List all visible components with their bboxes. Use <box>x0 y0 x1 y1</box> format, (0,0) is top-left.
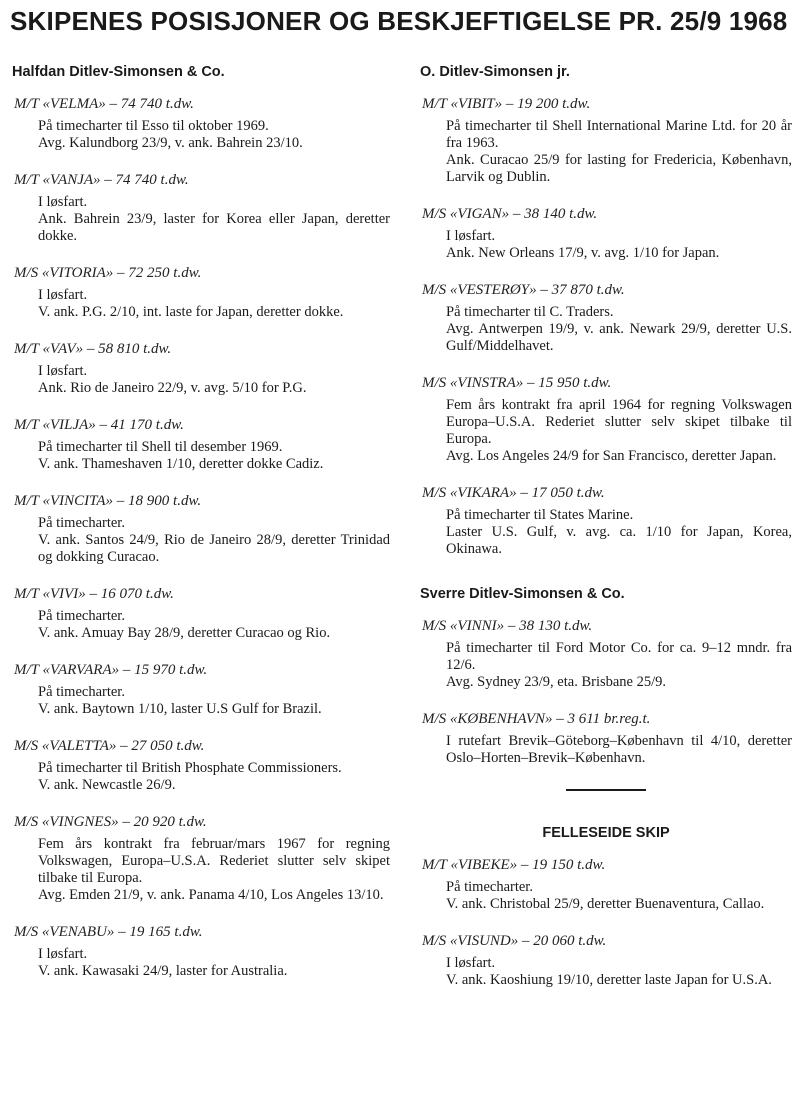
ship-entry <box>420 709 792 767</box>
ship-details <box>38 684 390 718</box>
ship-detail-line: Avg. Emden 21/9, v. ank. Panama 4/10, Los Angeles 13/10. <box>38 887 384 903</box>
ship-entry <box>420 855 792 913</box>
ship-details <box>446 733 792 767</box>
ship-entry <box>12 170 390 245</box>
ship-detail-line: I løsfart. <box>38 287 88 303</box>
ship-entry <box>12 922 390 980</box>
section-divider <box>566 789 646 791</box>
section-heading: FELLESEIDE SKIP <box>542 825 670 841</box>
ship-details <box>446 879 792 913</box>
ship-detail-line: Laster U.S. Gulf, v. avg. ca. 1/10 for Japan, Korea, Okinawa. <box>446 524 792 557</box>
ship-details <box>38 363 390 397</box>
ship-header: M/S «VISUND» – 20 060 t.dw. <box>422 933 607 949</box>
ship-detail-line: Avg. Los Angeles 24/9 for San Francisco, deretter Japan. <box>446 448 777 464</box>
ship-detail-line: Ank. Bahrein 23/9, laster for Korea eller Japan, deretter dokke. <box>38 211 390 244</box>
ship-details <box>446 955 792 989</box>
ship-detail-line: Fem års kontrakt fra februar/mars 1967 for regning Volkswagen, Europa–U.S.A. Rederiet slutter selv skipet tilbake til Europa. <box>38 836 390 886</box>
company-heading: O. Ditlev-Simonsen jr. <box>420 64 570 80</box>
ship-detail-line: I løsfart. <box>446 228 496 244</box>
ship-header: M/S «VENABU» – 19 165 t.dw. <box>14 924 203 940</box>
ship-entry <box>12 812 390 904</box>
left-column <box>12 62 390 998</box>
ship-detail-line: V. ank. Christobal 25/9, deretter Buenaventura, Callao. <box>446 896 765 912</box>
ship-header: M/S «VIGAN» – 38 140 t.dw. <box>422 206 598 222</box>
ship-list <box>420 616 792 767</box>
ship-detail-line: V. ank. Kaoshiung 19/10, deretter laste Japan for U.S.A. <box>446 972 772 988</box>
ship-detail-line: I løsfart. <box>446 955 496 971</box>
ship-details <box>38 118 390 152</box>
ship-entry <box>420 280 792 355</box>
ship-details <box>446 118 792 186</box>
ship-entry <box>420 94 792 186</box>
ship-detail-line: På timecharter til British Phosphate Commissioners. <box>38 760 342 776</box>
ship-details <box>446 304 792 355</box>
ship-detail-line: Avg. Antwerpen 19/9, v. ank. Newark 29/9, deretter U.S. Gulf/Middelhavet. <box>446 321 792 354</box>
ship-detail-line: På timecharter til Esso til oktober 1969. <box>38 118 269 134</box>
ship-entry <box>420 931 792 989</box>
ship-details <box>446 640 792 691</box>
ship-detail-line: Ank. Rio de Janeiro 22/9, v. avg. 5/10 for P.G. <box>38 380 307 396</box>
ship-header: M/S «VINGNES» – 20 920 t.dw. <box>14 814 207 830</box>
ship-detail-line: Avg. Kalundborg 23/9, v. ank. Bahrein 23/10. <box>38 135 303 151</box>
ship-header: M/T «VIBEKE» – 19 150 t.dw. <box>422 857 606 873</box>
ship-header: M/S «KØBENHAVN» – 3 611 br.reg.t. <box>422 711 651 727</box>
ship-detail-line: På timecharter til C. Traders. <box>446 304 614 320</box>
ship-detail-line: På timecharter. <box>38 515 125 531</box>
ship-entry <box>420 204 792 262</box>
ship-detail-line: I løsfart. <box>38 363 88 379</box>
company-heading: Sverre Ditlev-Simonsen & Co. <box>420 586 625 602</box>
ship-header: M/S «VINSTRA» – 15 950 t.dw. <box>422 375 612 391</box>
ship-detail-line: V. ank. Thameshaven 1/10, deretter dokke Cadiz. <box>38 456 324 472</box>
ship-detail-line: I løsfart. <box>38 946 88 962</box>
right-column <box>420 62 792 1007</box>
ship-detail-line: V. ank. Kawasaki 24/9, laster for Australia. <box>38 963 288 979</box>
ship-detail-line: På timecharter til Shell til desember 1969. <box>38 439 283 455</box>
ship-entry <box>420 483 792 558</box>
page-title: SKIPENES POSISJONER OG BESKJEFTIGELSE PR. 25/9 1968 <box>10 6 788 36</box>
ship-detail-line: Ank. Curacao 25/9 for lasting for Fredericia, København, Larvik og Dublin. <box>446 152 792 185</box>
ship-entry <box>12 339 390 397</box>
ship-detail-line: V. ank. Newcastle 26/9. <box>38 777 176 793</box>
ship-detail-line: På timecharter til Shell International Marine Ltd. for 20 år fra 1963. <box>446 118 792 151</box>
ship-header: M/T «VINCITA» – 18 900 t.dw. <box>14 493 202 509</box>
ship-detail-line: Ank. New Orleans 17/9, v. avg. 1/10 for Japan. <box>446 245 720 261</box>
ship-list <box>420 94 792 558</box>
ship-detail-line: På timecharter til States Marine. <box>446 507 634 523</box>
ship-header: M/T «VILJA» – 41 170 t.dw. <box>14 417 184 433</box>
ship-detail-line: Avg. Sydney 23/9, eta. Brisbane 25/9. <box>446 674 667 690</box>
ship-detail-line: V. ank. P.G. 2/10, int. laste for Japan, deretter dokke. <box>38 304 344 320</box>
ship-detail-line: På timecharter. <box>446 879 533 895</box>
ship-details <box>446 397 792 465</box>
ship-header: M/T «VIVI» – 16 070 t.dw. <box>14 586 174 602</box>
ship-entry <box>12 584 390 642</box>
ship-detail-line: V. ank. Amuay Bay 28/9, deretter Curacao og Rio. <box>38 625 331 641</box>
ship-details <box>38 836 390 904</box>
ship-header: M/S «VINNI» – 38 130 t.dw. <box>422 618 593 634</box>
ship-header: M/T «VAV» – 58 810 t.dw. <box>14 341 172 357</box>
ship-details <box>446 507 792 558</box>
ship-details <box>38 760 390 794</box>
ship-details <box>38 439 390 473</box>
ship-detail-line: Fem års kontrakt fra april 1964 for regning Volkswagen Europa–U.S.A. Rederiet slutter selv skipet tilbake til Europa. <box>446 397 792 447</box>
ship-detail-line: På timecharter. <box>38 684 125 700</box>
ship-details <box>38 608 390 642</box>
company-heading: Halfdan Ditlev-Simonsen & Co. <box>12 64 225 80</box>
ship-list <box>420 855 792 989</box>
ship-entry <box>12 94 390 152</box>
ship-detail-line: På timecharter. <box>38 608 125 624</box>
ship-detail-line: I løsfart. <box>38 194 88 210</box>
ship-header: M/S «VITORIA» – 72 250 t.dw. <box>14 265 202 281</box>
ship-details <box>38 515 390 566</box>
ship-list <box>12 94 390 980</box>
ship-detail-line: V. ank. Santos 24/9, Rio de Janeiro 28/9, deretter Trinidad og dokking Curacao. <box>38 532 390 565</box>
ship-entry <box>12 660 390 718</box>
ship-header: M/T «VANJA» – 74 740 t.dw. <box>14 172 189 188</box>
ship-header: M/S «VESTERØY» – 37 870 t.dw. <box>422 282 625 298</box>
ship-header: M/T «VELMA» – 74 740 t.dw. <box>14 96 194 112</box>
ship-details <box>38 946 390 980</box>
ship-entry <box>12 736 390 794</box>
ship-header: M/S «VIKARA» – 17 050 t.dw. <box>422 485 605 501</box>
ship-entry <box>420 616 792 691</box>
ship-detail-line: V. ank. Baytown 1/10, laster U.S Gulf for Brazil. <box>38 701 322 717</box>
ship-details <box>446 228 792 262</box>
ship-header: M/S «VALETTA» – 27 050 t.dw. <box>14 738 205 754</box>
ship-entry <box>420 373 792 465</box>
ship-header: M/T «VARVARA» – 15 970 t.dw. <box>14 662 208 678</box>
ship-details <box>38 287 390 321</box>
ship-entry <box>12 491 390 566</box>
ship-entry <box>12 415 390 473</box>
ship-detail-line: På timecharter til Ford Motor Co. for ca. 9–12 mndr. fra 12/6. <box>446 640 792 673</box>
ship-entry <box>12 263 390 321</box>
ship-details <box>38 194 390 245</box>
ship-header: M/T «VIBIT» – 19 200 t.dw. <box>422 96 591 112</box>
ship-detail-line: I rutefart Brevik–Göteborg–København til 4/10, deretter Oslo–Horten–Brevik–København. <box>446 733 792 766</box>
